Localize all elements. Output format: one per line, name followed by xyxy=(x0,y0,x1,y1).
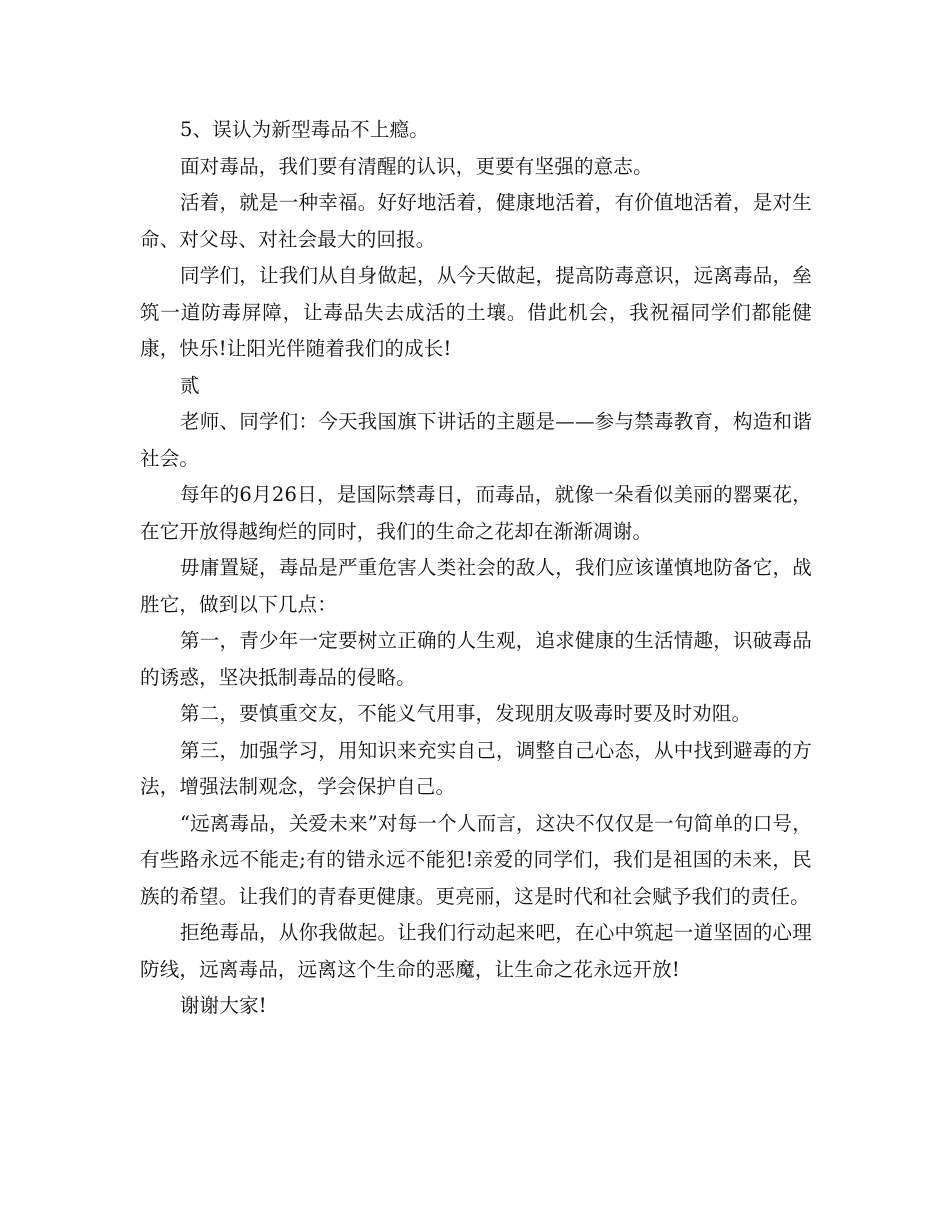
paragraph-face-drugs: 面对毒品，我们要有清醒的认识，更要有坚强的意志。 xyxy=(179,154,653,178)
paragraph-drugs-enemy: 毋庸置疑，毒品是严重危害人类社会的敌人，我们应该谨慎地防备它，战胜它，做到以下几点： xyxy=(140,556,812,616)
paragraph-point-two: 第二，要慎重交友，不能义气用事，发现朋友吸毒时要及时劝阻。 xyxy=(179,702,752,725)
paragraph-living-happiness: 活着，就是一种幸福。好好地活着，健康地活着，有价值地活着，是对生命、对父母、对社会最大的回报。 xyxy=(140,191,812,251)
paragraph-misconception-5: 5、误认为新型毒品不上瘾。 xyxy=(179,118,429,141)
paragraph-anti-drug-day: 每年的6月26日，是国际禁毒日，而毒品，就像一朵看似美丽的罂粟花，在它开放得越绚烂的同时，我们的生命之花却在渐渐凋谢。 xyxy=(140,483,812,543)
section-heading-two: 贰 xyxy=(179,373,200,397)
paragraph-thanks: 谢谢大家! xyxy=(179,994,267,1017)
paragraph-reject-drugs: 拒绝毒品，从你我做起。让我们行动起来吧，在心中筑起一道坚固的心理防线，远离毒品，远离这个生命的恶魔，让生命之花永远开放! xyxy=(140,921,812,981)
paragraph-slogan: “远离毒品，关爱未来”对每一个人而言，这决不仅仅是一句简单的口号，有些路永远不能走;有的错永远不能犯!亲爱的同学们，我们是祖国的未来，民族的希望。让我们的青春更健康。更亮丽，这是时代和社会赋予我们的责任。 xyxy=(140,811,812,908)
paragraph-point-three: 第三，加强学习，用知识来充实自己，调整自己心态，从中找到避毒的方法，增强法制观念，学会保护自己。 xyxy=(140,738,812,798)
paragraph-speech-opening: 老师、同学们：今天我国旗下讲话的主题是——参与禁毒教育，构造和谐社会。 xyxy=(140,410,812,470)
paragraph-point-one: 第一，青少年一定要树立正确的人生观，追求健康的生活情趣，识破毒品的诱惑，坚决抵制毒品的侵略。 xyxy=(140,629,812,689)
document-body xyxy=(140,112,812,1025)
paragraph-classmates-call: 同学们，让我们从自身做起，从今天做起，提高防毒意识，远离毒品，垒筑一道防毒屏障，让毒品失去成活的土壤。借此机会，我祝福同学们都能健康，快乐!让阳光伴随着我们的成长! xyxy=(140,264,812,360)
